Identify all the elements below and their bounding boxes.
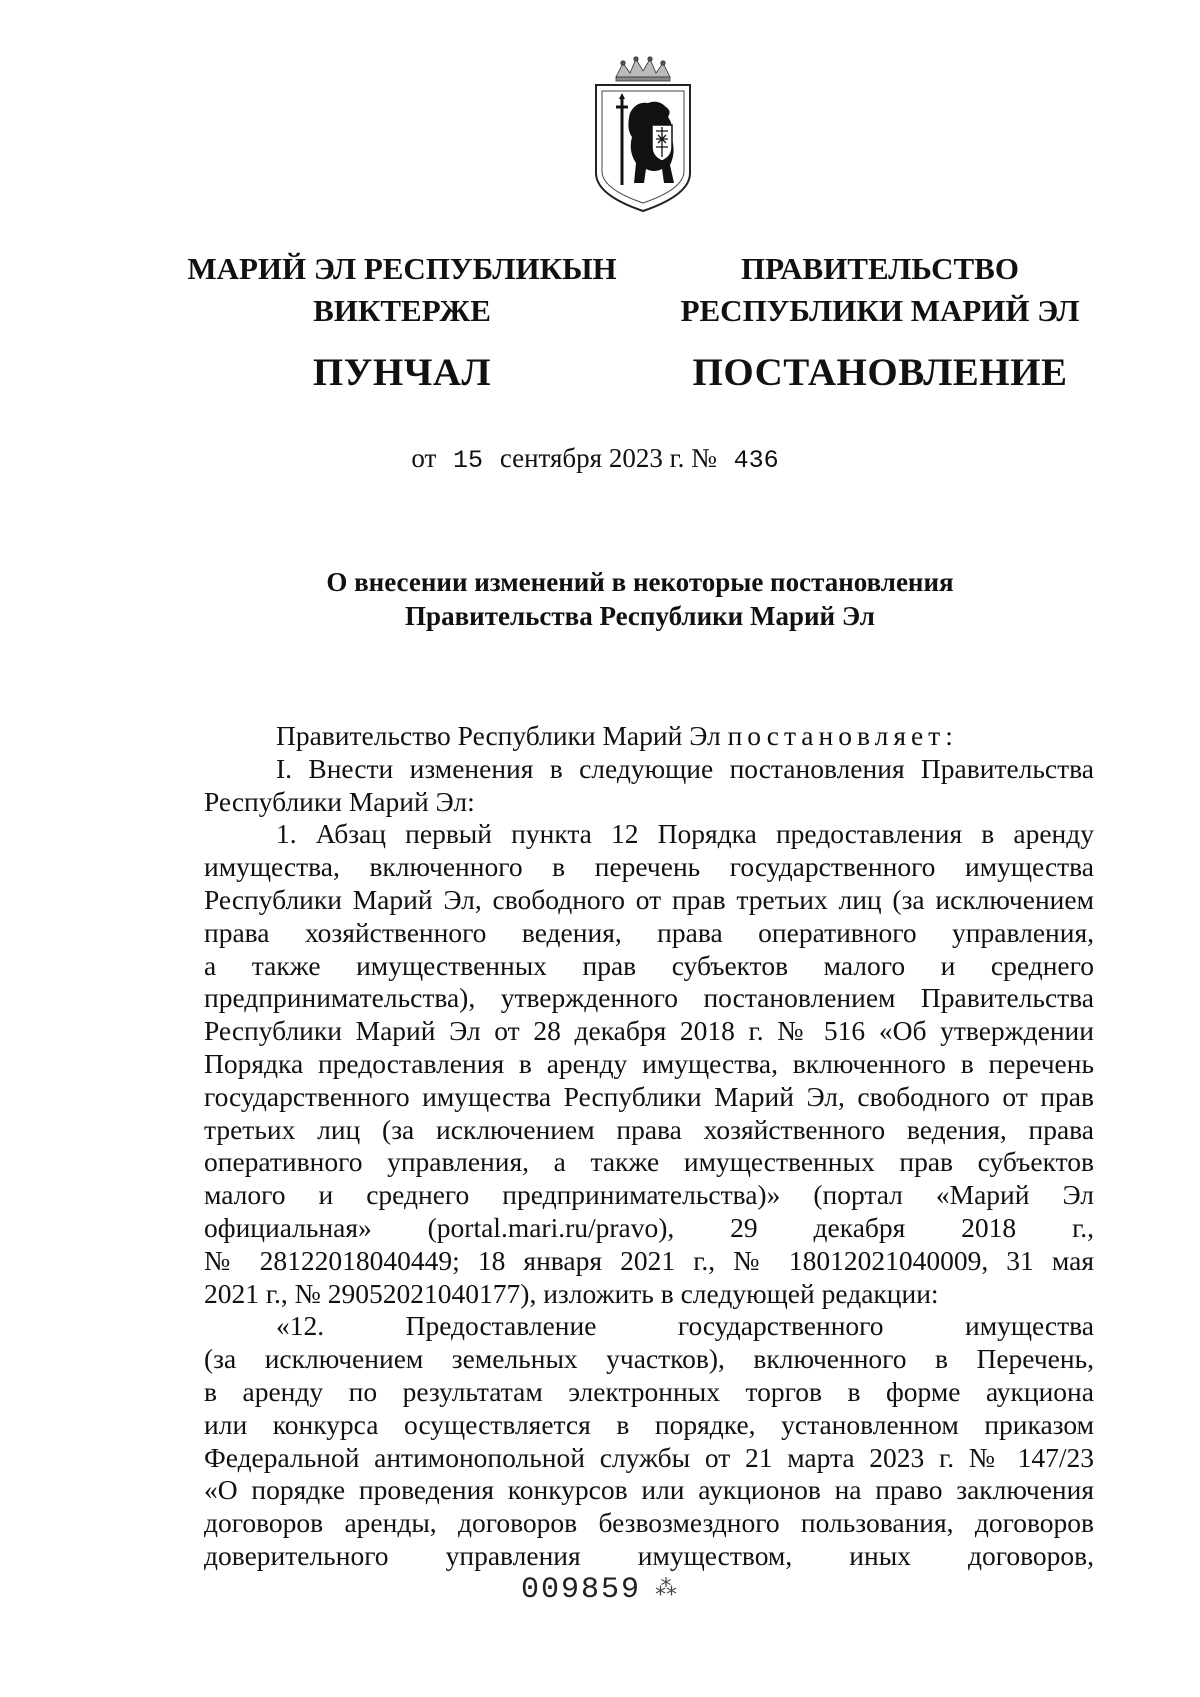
date-prefix: от: [411, 443, 437, 473]
body-line: в аренду по результатам электронных торгов в форме аукциона: [204, 1375, 1094, 1407]
body-line: доверительного управления имуществом, иных договоров,: [204, 1539, 1094, 1571]
body-line: I. Внести изменения в следующие постановления Правительства: [276, 752, 1094, 784]
document-title: [200, 565, 1080, 633]
header-russian-line-2: РЕСПУБЛИКИ МАРИЙ ЭЛ: [680, 293, 1080, 328]
body-line: «О порядке проведения конкурсов или аукционов на право заключения: [204, 1474, 1094, 1506]
document-body: [204, 720, 1094, 1573]
header-russian-line-1: ПРАВИТЕЛЬСТВО: [741, 251, 1019, 286]
body-line: третьих лиц (за исключением права хозяйственного ведения, права: [204, 1113, 1094, 1145]
header-mari-line-2: ВИКТЕРЖЕ: [313, 293, 491, 328]
body-line: имущества, включенного в перечень государственного имущества: [204, 851, 1094, 883]
body-line: предпринимательства), утвержденного постановлением Правительства: [204, 982, 1094, 1014]
body-line: Порядка предоставления в аренду имущества, включенного в перечень: [204, 1047, 1094, 1079]
body-line: права хозяйственного ведения, права оперативного управления,: [204, 916, 1094, 948]
body-line: государственного имущества Республики Марий Эл, свободного от прав: [204, 1080, 1094, 1112]
coat-of-arms-emblem: [588, 55, 698, 215]
body-line: [204, 720, 1094, 753]
body-line: договоров аренды, договоров безвозмездного пользования, договоров: [204, 1507, 1094, 1539]
body-line: 2021 г., № 29052021040177), изложить в следующей редакции:: [204, 1277, 939, 1309]
body-line: Республики Марий Эл:: [204, 785, 475, 817]
document-date-line: [0, 443, 1200, 475]
body-line-text: Правительство Республики Марий Эл: [276, 720, 721, 751]
header-russian-doc-type: ПОСТАНОВЛЕНИЕ: [692, 351, 1068, 394]
date-month-year: сентября 2023 г. №: [499, 443, 717, 473]
document-number: 436: [733, 446, 779, 475]
body-line: Федеральной антимонопольной службы от 21 марта 2023 г. № 147/23: [204, 1441, 1094, 1473]
serial-number-text: 009859: [520, 1573, 642, 1607]
body-line: оперативного управления, а также имущественных прав субъектов: [204, 1146, 1094, 1178]
body-line: «12. Предоставление государственного имущества: [276, 1310, 1094, 1342]
body-line: или конкурса осуществляется в порядке, установленном приказом: [204, 1408, 1094, 1440]
document-title-line-2: Правительства Республики Марий Эл: [405, 601, 875, 631]
header-mari-doc-type: ПУНЧАЛ: [312, 351, 492, 394]
header-mari-column: [182, 248, 622, 394]
body-spaced-word: постановляет:: [727, 720, 958, 751]
serial-mark-icon: ⁂: [655, 1577, 680, 1603]
body-line: официальная» (portal.mari.ru/pravo), 29 декабря 2018 г.,: [204, 1211, 1094, 1243]
body-line: (за исключением земельных участков), включенного в Перечень,: [204, 1343, 1094, 1375]
body-line: а также имущественных прав субъектов малого и среднего: [204, 949, 1094, 981]
body-line: 1. Абзац первый пункта 12 Порядка предоставления в аренду: [276, 818, 1094, 850]
document-title-line-1: О внесении изменений в некоторые постановления: [326, 567, 954, 597]
header-mari-line-1: МАРИЙ ЭЛ РЕСПУБЛИКЫН: [187, 251, 617, 286]
body-line: Республики Марий Эл от 28 декабря 2018 г. № 516 «Об утверждении: [204, 1015, 1094, 1047]
body-line: малого и среднего предпринимательства)» (портал «Марий Эл: [204, 1179, 1094, 1211]
body-line: № 28122018040449; 18 января 2021 г., № 18012021040009, 31 мая: [204, 1244, 1094, 1276]
header-russian-column: [660, 248, 1100, 394]
body-line: Республики Марий Эл, свободного от прав третьих лиц (за исключением: [204, 883, 1094, 915]
date-day: 15: [453, 446, 484, 475]
form-serial-number: [0, 1573, 1200, 1607]
